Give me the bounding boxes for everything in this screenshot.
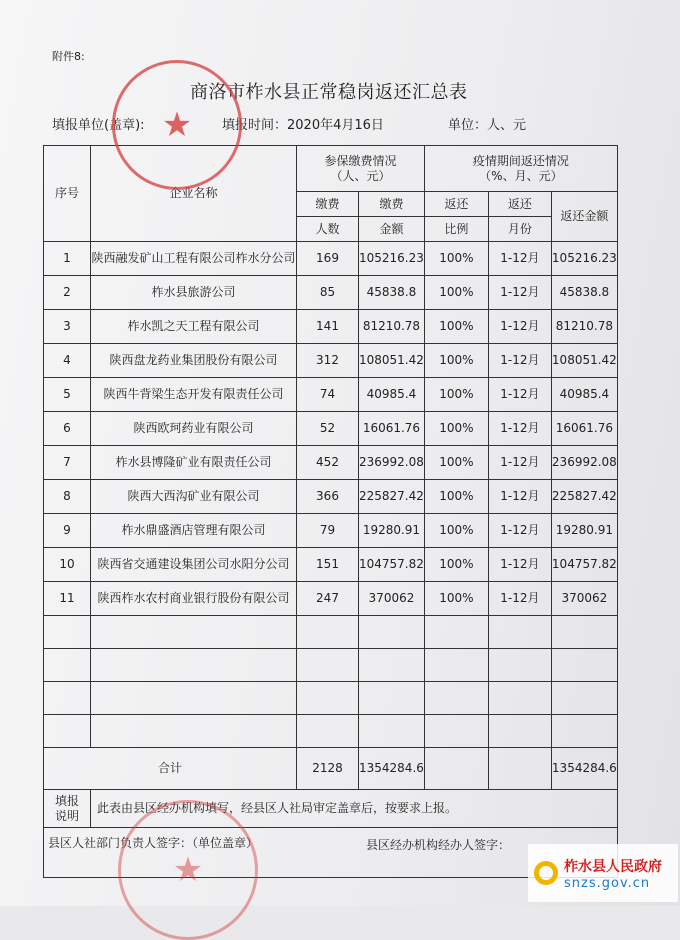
cell-name: 陕西省交通建设集团公司水阳分公司 — [91, 548, 297, 582]
cell-months: 1-12月 — [488, 344, 551, 378]
cell-amount: 105216.23 — [359, 242, 425, 276]
table-row — [44, 548, 618, 582]
cell-months: 1-12月 — [488, 548, 551, 582]
header-return-title: 疫情期间返还情况 — [472, 153, 569, 168]
table-row — [44, 582, 618, 616]
header-people-b: 人数 — [297, 217, 359, 242]
attachment-label: 附件8: — [52, 50, 85, 63]
cell-people: 141 — [297, 310, 359, 344]
cell-amount: 45838.8 — [359, 276, 425, 310]
cell-name: 陕西大西沟矿业有限公司 — [91, 480, 297, 514]
cell-people: 312 — [297, 344, 359, 378]
cell-ret: 40985.4 — [551, 378, 617, 412]
official-seal-bottom: ★ — [118, 800, 258, 940]
cell-seq: 2 — [44, 276, 91, 310]
header-return-amount: 返还金额 — [551, 192, 617, 242]
total-people: 2128 — [297, 748, 359, 790]
cell-people: 52 — [297, 412, 359, 446]
cell-ret: 370062 — [551, 582, 617, 616]
gov-logo-icon — [534, 861, 558, 885]
cell-name: 陕西欧珂药业有限公司 — [91, 412, 297, 446]
cell-months: 1-12月 — [488, 310, 551, 344]
cell-seq: 8 — [44, 480, 91, 514]
cell-people: 151 — [297, 548, 359, 582]
cell-seq: 7 — [44, 446, 91, 480]
cell-amount: 19280.91 — [359, 514, 425, 548]
cell-name: 陕西柞水农村商业银行股份有限公司 — [91, 582, 297, 616]
cell-months: 1-12月 — [488, 514, 551, 548]
cell-name: 柞水县旅游公司 — [91, 276, 297, 310]
cell-ratio: 100% — [424, 514, 488, 548]
cell-ratio: 100% — [424, 378, 488, 412]
cell-people: 79 — [297, 514, 359, 548]
cell-name: 陕西牛背梁生态开发有限责任公司 — [91, 378, 297, 412]
cell-ratio: 100% — [424, 412, 488, 446]
watermark-url: snzs.gov.cn — [564, 875, 651, 891]
cell-name: 陕西盘龙药业集团股份有限公司 — [91, 344, 297, 378]
cell-amount: 81210.78 — [359, 310, 425, 344]
cell-amount: 236992.08 — [359, 446, 425, 480]
header-insurance-unit: （人、元） — [330, 168, 391, 183]
cell-months: 1-12月 — [488, 446, 551, 480]
cell-ret: 236992.08 — [551, 446, 617, 480]
cell-amount: 40985.4 — [359, 378, 425, 412]
header-return-unit: （%、月、元） — [479, 168, 563, 183]
header-amount-a: 缴费 — [359, 192, 425, 217]
cell-people: 247 — [297, 582, 359, 616]
cell-seq: 9 — [44, 514, 91, 548]
table-row — [44, 310, 618, 344]
cell-ratio: 100% — [424, 310, 488, 344]
cell-ret: 225827.42 — [551, 480, 617, 514]
total-label: 合计 — [44, 748, 297, 790]
cell-amount: 16061.76 — [359, 412, 425, 446]
cell-ratio: 100% — [424, 344, 488, 378]
note-label-a: 填报 — [54, 793, 79, 808]
cell-amount: 104757.82 — [359, 548, 425, 582]
note-text: 此表由县区经办机构填写，经县区人社局审定盖章后，按要求上报。 — [91, 790, 618, 828]
cell-amount: 370062 — [359, 582, 425, 616]
watermark-name: 柞水县人民政府 — [564, 858, 662, 875]
watermark — [528, 844, 678, 902]
cell-months: 1-12月 — [488, 378, 551, 412]
table-row — [44, 446, 618, 480]
table-row — [44, 344, 618, 378]
cell-seq: 4 — [44, 344, 91, 378]
reporting-unit-label: 填报单位(盖章): — [52, 118, 145, 133]
cell-seq: 3 — [44, 310, 91, 344]
cell-ret: 104757.82 — [551, 548, 617, 582]
cell-ret: 19280.91 — [551, 514, 617, 548]
official-seal-top: ★ — [112, 60, 242, 190]
cell-people: 452 — [297, 446, 359, 480]
table-row — [44, 480, 618, 514]
summary-table — [43, 145, 618, 878]
header-people-a: 缴费 — [297, 192, 359, 217]
cell-ret: 16061.76 — [551, 412, 617, 446]
note-label — [44, 790, 91, 828]
cell-ratio: 100% — [424, 480, 488, 514]
cell-ret: 108051.42 — [551, 344, 617, 378]
cell-name: 柞水凯之天工程有限公司 — [91, 310, 297, 344]
cell-ratio: 100% — [424, 446, 488, 480]
cell-name: 柞水鼎盛酒店管理有限公司 — [91, 514, 297, 548]
header-months-a: 返还 — [488, 192, 551, 217]
cell-seq: 6 — [44, 412, 91, 446]
header-insurance-title: 参保缴费情况 — [324, 153, 397, 168]
cell-seq: 5 — [44, 378, 91, 412]
header-name: 企业名称 — [91, 146, 297, 242]
note-label-b: 说明 — [54, 808, 79, 823]
header-amount-b: 金额 — [359, 217, 425, 242]
header-seq: 序号 — [44, 146, 91, 242]
cell-amount: 108051.42 — [359, 344, 425, 378]
cell-months: 1-12月 — [488, 276, 551, 310]
table-row — [44, 514, 618, 548]
cell-seq: 10 — [44, 548, 91, 582]
cell-months: 1-12月 — [488, 582, 551, 616]
cell-seq: 11 — [44, 582, 91, 616]
header-ratio-b: 比例 — [424, 217, 488, 242]
table-row — [44, 276, 618, 310]
page-title: 商洛市柞水县正常稳岗返还汇总表 — [190, 82, 468, 103]
cell-people: 366 — [297, 480, 359, 514]
cell-ratio: 100% — [424, 582, 488, 616]
table-row — [44, 412, 618, 446]
cell-ret: 105216.23 — [551, 242, 617, 276]
cell-people: 169 — [297, 242, 359, 276]
cell-amount: 225827.42 — [359, 480, 425, 514]
agent-signature-label: 县区经办机构经办人签字： — [366, 838, 511, 852]
header-return — [424, 146, 617, 192]
table-row — [44, 378, 618, 412]
header-months-b: 月份 — [488, 217, 551, 242]
units-label: 单位：人、元 — [448, 118, 527, 133]
cell-ret: 45838.8 — [551, 276, 617, 310]
cell-name: 陕西融发矿山工程有限公司柞水分公司 — [91, 242, 297, 276]
cell-people: 74 — [297, 378, 359, 412]
cell-months: 1-12月 — [488, 242, 551, 276]
cell-ratio: 100% — [424, 242, 488, 276]
cell-ratio: 100% — [424, 276, 488, 310]
total-amount: 1354284.6 — [359, 748, 425, 790]
cell-ratio: 100% — [424, 548, 488, 582]
cell-seq: 1 — [44, 242, 91, 276]
header-insurance — [297, 146, 425, 192]
cell-ret: 81210.78 — [551, 310, 617, 344]
cell-name: 柞水县博隆矿业有限责任公司 — [91, 446, 297, 480]
table-row — [44, 242, 618, 276]
cell-months: 1-12月 — [488, 412, 551, 446]
cell-months: 1-12月 — [488, 480, 551, 514]
header-ratio-a: 返还 — [424, 192, 488, 217]
total-return: 1354284.6 — [551, 748, 617, 790]
report-date: 填报时间：2020年4月16日 — [222, 118, 384, 133]
dept-signature-label: 县区人社部门负责人签字：（单位盖章） — [48, 836, 259, 850]
cell-people: 85 — [297, 276, 359, 310]
